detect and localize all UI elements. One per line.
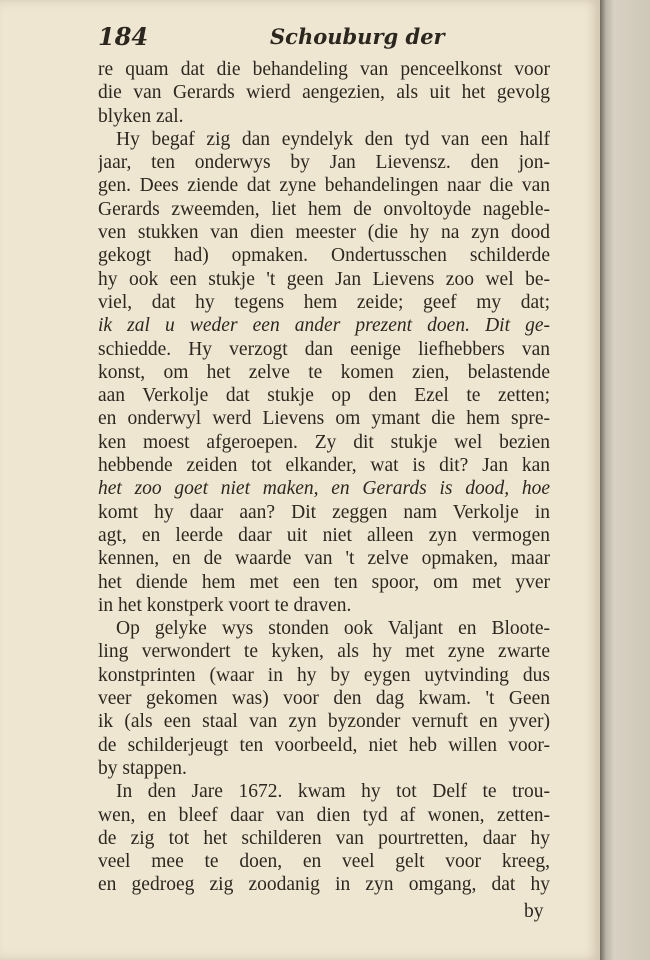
text-line: ken moest afgeroepen. Zy dit stukje wel bezien <box>98 431 550 453</box>
text-line: In den Jare 1672. kwam hy tot Delf te trou- <box>116 781 550 803</box>
page-number: 184 <box>98 22 149 51</box>
text-line: wen, en bleef daar van dien tyd af wonen, zetten- <box>98 804 550 826</box>
body-text <box>98 58 550 897</box>
text-line: en gedroeg zig zoodanig in zyn omgang, dat hy <box>98 874 550 896</box>
text-line: het zoo goet niet maken, en Gerards is dood, hoe <box>98 478 550 500</box>
text-line: en onderwyl werd Lievens om ymant die hem spre- <box>98 408 550 430</box>
catchword: by <box>524 901 544 922</box>
text-line: de zig tot het schilderen van pourtretten, daar hy <box>98 827 550 849</box>
text-line: blyken zal. <box>98 105 184 127</box>
text-line: schiedde. Hy verzogt dan eenige liefhebbers van <box>98 338 550 360</box>
text-line: agt, en leerde daar uit niet alleen zyn vermogen <box>98 524 550 546</box>
text-line: gen. Dees ziende dat zyne behandelingen naar die van <box>98 175 550 197</box>
text-line: Op gelyke wys stonden ook Valjant en Bloote- <box>116 618 550 640</box>
text-line: aan Verkolje dat stukje op den Ezel te zetten; <box>98 385 550 407</box>
text-line: Hy begaf zig dan eyndelyk den tyd van een half <box>116 128 550 150</box>
text-line: in het konstperk voort te draven. <box>98 594 352 616</box>
page-header <box>98 22 445 52</box>
text-line: ven stukken van dien meester (die hy na zyn dood <box>98 222 550 244</box>
text-line: kennen, en de waarde van 't zelve opmaken, maar <box>98 548 550 570</box>
text-line: de schilderjeugt ten voorbeeld, niet heb willen voor- <box>98 734 550 756</box>
text-line: hy ook een stukje 't geen Jan Lievens zoo wel be- <box>98 268 550 290</box>
text-line: hebbende zeiden tot elkander, wat is dit? Jan kan <box>98 455 550 477</box>
text-line: re quam dat die behandeling van penceelkonst voor <box>98 59 550 80</box>
text-line: die van Gerards wierd aengezien, als uit het gevolg <box>98 82 550 104</box>
text-line: veer gekomen was) voor den dag kwam. 't Geen <box>98 688 550 710</box>
book-gutter <box>600 0 650 960</box>
text-line: ik (als een staal van zyn byzonder vernuft en yver) <box>98 711 550 733</box>
running-title: Schouburg der <box>270 24 445 49</box>
text-line: by stappen. <box>98 757 187 779</box>
text-line: viel, dat hy tegens hem zeide; geef my dat; <box>98 291 550 313</box>
text-line: komt hy daar aan? Dit zeggen nam Verkolje in <box>98 501 550 523</box>
text-line: jaar, ten onderwys by Jan Lievensz. den jon- <box>98 152 550 174</box>
text-line: gekogt had) opmaken. Ondertusschen schilderde <box>98 245 550 267</box>
text-line: het diende hem met een ten spoor, om met yver <box>98 571 550 593</box>
text-line: konstprinten (waar in hy by eygen uytvinding dus <box>98 664 550 686</box>
text-line: ik zal u weder een ander prezent doen. Dit ge- <box>98 315 550 337</box>
text-line: konst, om het zelve te komen zien, belastende <box>98 361 550 383</box>
text-line: veel mee te doen, en veel gelt voor kreeg, <box>98 851 550 873</box>
text-line: Gerards zweemden, liet hem de onvoltoyde nageble- <box>98 198 550 220</box>
text-line: ling verwondert te kyken, als hy met zyne zwarte <box>98 641 550 663</box>
